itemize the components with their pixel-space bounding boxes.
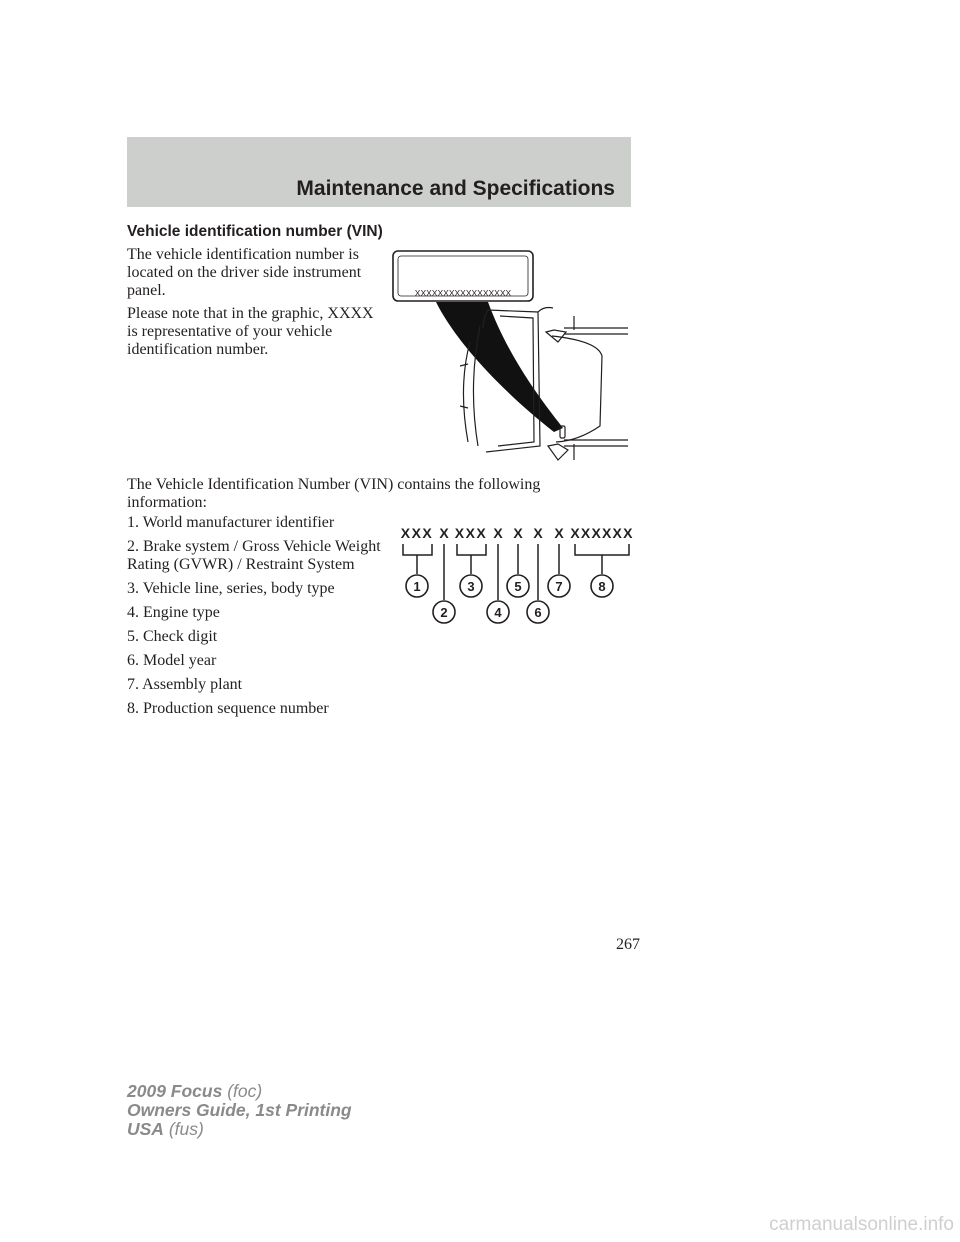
vin-breakdown-diagram (395, 518, 640, 630)
vin-group-2: X (439, 525, 449, 541)
vin-graphic-note-paragraph: Please note that in the graphic, XXXX is representative of your vehicle identification number. (127, 305, 374, 358)
print-footer (127, 1082, 352, 1139)
section-header-band (127, 137, 631, 207)
vin-group-6: X (533, 525, 543, 541)
callout-5: 5 (514, 579, 522, 594)
callout-wedge (436, 302, 563, 432)
vin-placard-text: XXXXXXXXXXXXXXXXX (414, 288, 512, 298)
list-item: 7. Assembly plant (127, 676, 243, 693)
list-item: 5. Check digit (127, 628, 218, 645)
list-item: 1. World manufacturer identifier (127, 514, 335, 531)
callout-7: 7 (555, 579, 563, 594)
vin-group-5: X (513, 525, 523, 541)
vin-group-1: XXX (400, 525, 434, 541)
vin-location-paragraph: The vehicle identification number is located on the driver side instrument panel. (127, 246, 362, 299)
vin-group-7: X (554, 525, 564, 541)
footer-line-3 (127, 1120, 352, 1139)
list-item: 2. Brake system / Gross Vehicle Weight Rating (GVWR) / Restraint System (127, 538, 381, 573)
footer-model: 2009 Focus (127, 1081, 223, 1101)
page-number: 267 (616, 936, 640, 953)
callout-8: 8 (598, 579, 606, 594)
vin-location-illustration (388, 246, 628, 468)
footer-line-1 (127, 1082, 352, 1101)
vin-group-8: XXXXXX (570, 525, 634, 541)
callout-4: 4 (494, 605, 502, 620)
vin-group-4: X (493, 525, 503, 541)
list-item: 4. Engine type (127, 604, 220, 621)
vin-contents-intro: The Vehicle Identification Number (VIN) contains the following information: (127, 476, 541, 511)
vin-components-list (127, 514, 387, 724)
section-title: Vehicle identification number (VIN) (127, 223, 383, 240)
callout-1: 1 (413, 579, 421, 594)
list-item: 6. Model year (127, 652, 217, 669)
callout-3: 3 (467, 579, 475, 594)
footer-line-2: Owners Guide, 1st Printing (127, 1100, 352, 1120)
vin-group-3: XXX (454, 525, 488, 541)
footer-market: USA (127, 1119, 164, 1139)
list-item: 8. Production sequence number (127, 700, 329, 717)
list-item: 3. Vehicle line, series, body type (127, 580, 335, 597)
callout-6: 6 (534, 605, 542, 620)
footer-market-code: (fus) (163, 1119, 204, 1139)
footer-model-code: (foc) (222, 1081, 263, 1101)
chapter-title: Maintenance and Specifications (296, 177, 615, 200)
site-watermark: carmanualsonline.info (769, 1214, 954, 1235)
callout-2: 2 (440, 605, 448, 620)
